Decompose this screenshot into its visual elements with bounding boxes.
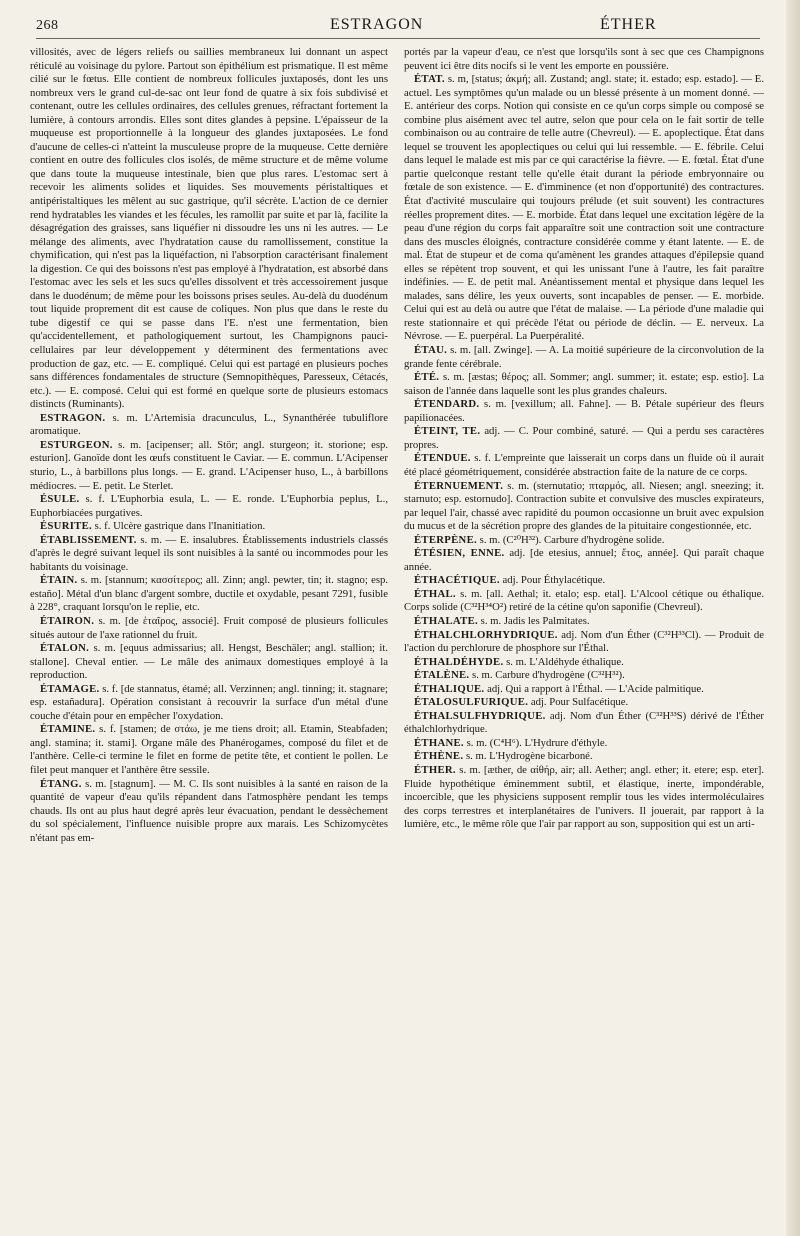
entry-headword: ÉTHALCHLORHYDRIQUE.	[414, 628, 558, 641]
dictionary-entry	[30, 46, 388, 412]
entry-text: s. m. Jadis les Palmitates.	[477, 614, 590, 627]
entry-headword: ÉTERPÈNE.	[414, 533, 477, 546]
dictionary-entry	[404, 73, 764, 344]
running-head-left: ESTRAGON	[330, 16, 424, 33]
page-number: 268	[36, 18, 59, 33]
dictionary-entry	[404, 656, 764, 670]
entry-text: s. m. [æther, de αἰθήρ, air; all. Aether; angl. ether; it. etere; esp. eter]. Fluide hypothétique éminemment subtil, et élastique, inerte, impondérable, incoercible, que les physiciens supposent remplir tous les vides intermoléculaires des corps terrestres et interplanétaires de l'univers. Il jouerait, par rapport à la lumière, etc., le même rôle que l'air par rapport au son, supposition qui est un arti-	[404, 763, 764, 831]
dictionary-entry	[404, 547, 764, 574]
dictionary-entry	[404, 425, 764, 452]
entry-headword: ÉTALOSULFURIQUE.	[414, 696, 529, 709]
entry-text: s. m, [status; ἀκμή; all. Zustand; angl. state; it. estado; esp. estado]. — E. actuel. Les symptômes qu'un malade ou un blessé présente à un moment donné. — E. antérieur des corps. Notion qui consiste en ce qu'un corps simple ou composé se combine plus aisément avec tel autre, selon que pour cela on le fait sortir de telle combinaison ou au contraire de telle autre (Chevreul). — E. apoplectique. État dans lequel se trouvent les apoplectiques ou celui qui lui ressemble. — E. fébrile. Celui dans lequel le malade est mis par ce qui caractérise la fièvre. — E. fœtal. État d'une partie quelconque restant telle qu'elle était durant la période embryonnaire ou fœtale de son existence. — E. d'imminence (et non d'opportunité) des contractures. État d'activité musculaire qui toujours prélude (et suit souvent) les contractures réelles proprement dites. — E. morbide. État dans lequel une excitation légère de la peau d'une région du corps fait apparaître soit une contraction soit une contracture dans des muscles éloignés, contracture considérée comme y étant latente. — E. de mal. État de stupeur et de coma qu'amènent les grandes attaques d'épilepsie quand elles se répètent trop souvent, et qui les unissant l'une à l'autre, les fait paraître indéfinies. — E. de petit mal. Anéantissement mental et physique dans lequel les malades, sans délire, les yeux ouverts, sont incapables de penser. — E. morbide. Celui qui est au delà ou autre que l'état de malaise. — La période d'une maladie qui reste stationnaire et qui précède l'état ou période de déclin. — E. nerveux. La Névrose. — E. puerpéral. La Puerpéralité.	[404, 73, 764, 343]
entry-text: s. m. [vexillum; all. Fahne]. — B. Pétale supérieur des fleurs papilionacées.	[404, 398, 764, 424]
entry-headword: ÉTERNUEMENT.	[414, 479, 504, 492]
entry-headword: ESTRAGON.	[40, 411, 106, 424]
right-column	[404, 46, 764, 832]
entry-headword: ÉSURITE.	[40, 520, 92, 533]
dictionary-entry	[30, 642, 388, 683]
dictionary-entry	[30, 493, 388, 520]
entry-text: s. m. [equus admissarius; all. Hengst, Beschäler; angl. stallion; it. stallone]. Cheval entier. — Le mâle des animaux domestiques employé à la reproduction.	[30, 642, 388, 682]
entry-headword: ÉTABLISSEMENT.	[40, 533, 137, 546]
dictionary-entry	[30, 683, 388, 724]
entry-text: s. m. (C²⁰H³²). Carbure d'hydrogène solide.	[476, 533, 665, 546]
dictionary-entry	[404, 588, 764, 615]
entry-text: s. m. [acipenser; all. Stör; angl. sturgeon; it. storione; esp. esturion]. Ganoïde dont les œufs constituent le Caviar. — E. commun. L'Acipenser sturio, L., à barbillons plus longs. — E. grand. L'Acipenser huso, L., à barbillons médiocres. — E. petit. Le Sterlet.	[30, 438, 388, 492]
dictionary-entry	[404, 371, 764, 398]
entry-headword: ÉTAU.	[414, 344, 448, 357]
entry-headword: ÉTAMINE.	[40, 723, 96, 736]
entry-headword: ÉTÉSIEN, ENNE.	[414, 547, 505, 560]
dictionary-entry	[404, 615, 764, 629]
entry-text: s. m. L'Artemisia dracunculus, L., Synanthérée tubuliflore aromatique.	[30, 411, 388, 438]
entry-text: s. m. [all. Aethal; it. etalo; esp. etal]. L'Alcool cétique ou éthalique. Corps solide (C³²H³⁴O²) retiré de la cétine qu'on saponifie (Chevreul).	[404, 587, 764, 614]
dictionary-entry	[404, 344, 764, 371]
entry-headword: ÉTHACÉTIQUE.	[414, 574, 500, 587]
entry-text: s. m. — E. insalubres. Établissements industriels classés d'après le degré suivant lequel ils sont nuisibles à la santé ou incommodes pour les habitants du voisinage.	[30, 533, 388, 573]
entry-text: s. m. [stannum; κασσίτερος; all. Zinn; angl. pewter, tin; it. stagno; esp. estaño]. Métal d'un blanc d'argent sombre, ductile et oxydable, pesant 7291, fusible à 228°, craquant lorsqu'on le replie, etc.	[30, 574, 388, 614]
entry-text: s. f. L'Euphorbia esula, L. — E. ronde. L'Euphorbia peplus, L., Euphorbiacées purgatives.	[30, 493, 388, 519]
entry-headword: ÉTEINT, TE.	[414, 425, 481, 438]
dictionary-entry	[30, 534, 388, 575]
dictionary-entry	[404, 710, 764, 737]
dictionary-entry	[30, 439, 388, 493]
entry-headword: ÉSULE.	[40, 493, 80, 506]
dictionary-entry	[404, 750, 764, 764]
left-column	[30, 46, 388, 845]
entry-text: adj. [de etesius, annuel; ἔτος, année]. Qui paraît chaque année.	[404, 547, 764, 573]
dictionary-entry	[30, 412, 388, 439]
entry-headword: ÉTALON.	[40, 642, 90, 655]
entry-headword: ÉTHALSULFHYDRIQUE.	[414, 709, 546, 722]
entry-headword: ÉTÉ.	[414, 371, 440, 384]
dictionary-entry	[30, 723, 388, 777]
dictionary-entry	[404, 696, 764, 710]
dictionary-entry	[404, 669, 764, 683]
dictionary-entry	[404, 46, 764, 73]
entry-headword: ÉTHALDÉHYDE.	[414, 655, 504, 668]
entry-headword: ÉTANG.	[40, 777, 82, 790]
entry-headword: ÉTHANE.	[414, 736, 464, 749]
entry-text: s. f. Ulcère gastrique dans l'Inanitiation.	[92, 520, 266, 533]
entry-text: s. f. L'empreinte que laisserait un corps dans un fluide où il aurait été placé géométriquement, considérée abstraction faite de la nature de ce corps.	[404, 452, 764, 478]
page-edge-shadow	[786, 0, 800, 1236]
dictionary-entry	[30, 615, 388, 642]
entry-text: adj. Pour Sulfacétique.	[528, 696, 629, 709]
entry-headword: ÉTAIRON.	[40, 614, 95, 627]
entry-headword: ÉTENDARD.	[414, 398, 480, 411]
entry-headword: ESTURGEON.	[40, 438, 113, 451]
entry-text: adj. Nom d'un Éther (C³²H³³S) dérivé de l'Éther éthalchlorhydrique.	[404, 709, 764, 736]
entry-headword: ÉTHALATE.	[414, 614, 478, 627]
entry-text: adj. — C. Pour combiné, saturé. — Qui a perdu ses caractères propres.	[404, 425, 764, 451]
entry-headword: ÉTAMAGE.	[40, 682, 100, 695]
entry-text: adj. Qui a rapport à l'Éthal. — L'Acide palmitique.	[484, 682, 704, 695]
running-head-right: ÉTHER	[600, 16, 657, 33]
entry-text: s. f. [de stannatus, étamé; all. Verzinnen; angl. tinning; it. stagnare; esp. estañadura]. Opération consistant à recouvrir la surface d'un métal d'une couche d'étain pour en empêcher l'oxydation.	[30, 682, 388, 722]
entry-text: s. m. L'Aldéhyde éthalique.	[503, 655, 624, 668]
entry-headword: ÉTALÈNE.	[414, 669, 470, 682]
header-rule	[36, 38, 760, 39]
dictionary-entry	[404, 629, 764, 656]
entry-headword: ÉTENDUE.	[414, 452, 471, 465]
dictionary-entry	[404, 480, 764, 534]
entry-headword: ÉTHAL.	[414, 587, 456, 600]
entry-headword: ÉTAIN.	[40, 574, 78, 587]
dictionary-entry	[404, 398, 764, 425]
dictionary-entry	[404, 764, 764, 832]
entry-headword: ÉTHER.	[414, 763, 456, 776]
dictionary-entry	[30, 520, 388, 534]
entry-headword: ÉTAT.	[414, 73, 445, 86]
dictionary-entry	[404, 574, 764, 588]
dictionary-entry	[30, 574, 388, 615]
entry-text: s. m. [all. Zwinge]. — A. La moitié supérieure de la circonvolution de la grande fente cérébrale.	[404, 344, 764, 370]
entry-text: s. f. [stamen; de στάω, je me tiens droit; all. Etamin, Steabfaden; angl. stamina; it. stami]. Organe mâle des Phanérogames, composé du filet et de l'anthère. Celle-ci termine le filet en forme de petite tête, et contient le pollen. Le filet peut manquer et l'anthère être sessile.	[30, 723, 388, 776]
entry-text: s. m. (C⁴H⁶). L'Hydrure d'éthyle.	[463, 736, 608, 749]
dictionary-entry	[404, 534, 764, 548]
entry-text: portés par la vapeur d'eau, ce n'est que lorsqu'ils sont à sec que ces Champignons peuvent ici être dits nocifs si le vent les emporte en poussière.	[404, 46, 764, 72]
entry-text: adj. Pour Éthylacétique.	[499, 574, 606, 587]
entry-text: s. m. [æstas; θέρος; all. Sommer; angl. summer; it. estate; esp. estio]. La saison de l'année dans laquelle sont les plus grandes chaleurs.	[404, 371, 764, 397]
dictionary-entry	[404, 452, 764, 479]
entry-text: adj. Nom d'un Éther (C³²H³³Cl). — Produit de l'action du perchlorure de phosphore sur l'Éthal.	[404, 628, 764, 655]
entry-text: s. m. [de ἑταῖρος, associé]. Fruit composé de plusieurs follicules situés autour de l'axe rationnel du fruit.	[30, 614, 388, 641]
dictionary-entry	[30, 778, 388, 846]
dictionary-entry	[404, 683, 764, 697]
entry-text: s. m. [stagnum]. — M. C. Ils sont nuisibles à la santé en raison de la quantité de vapeur d'eau qu'ils répandent dans l'atmosphère pendant les temps chauds. Ils ont au plus haut degré après leur évacuation, pendant le dessèchement du sol spécialement, l'influence nuisible propre aux marais. Les Schizomycètes n'étant pas em-	[30, 777, 388, 844]
entry-text: villosités, avec de légers reliefs ou saillies membraneux lui donnant un aspect réticulé au voisinage du pylore. Partout son épithélium est prismatique. Il est même cilié sur le fœtus. Elle contient de nombreux follicules juxtaposés, dont les uns nombreux vers le grand cul-de-sac ont leur fond de quatre à six fois subdivisé et contenant, outre les cellules ordinaires, des cellules grenues, réfractant fortement la lumière, à contours arrondis. Elles sont dites glandes à pepsine. L'épaisseur de la muqueuse est proportionnelle à la longueur des glandes juxtaposées. Le fond d'aucune de celles-ci n'atteint la musculeuse propre de la muqueuse. Cette dernière contient en outre des follicules clos isolés, de même structure et de même volume que dans toute la muqueuse intestinale, bien que plus rares. L'estomac sert à recevoir les aliments solides et liquides. Ses mouvements péristaltiques et antipéristaltiques les mêlent au suc gastrique, qu'il sécrète. L'action de ce dernier rend hydratables les viandes et les fécules, les ramollit par suite et par là, facilite la désagrégation des graisses, sans liquéfier ni dissoudre les uns ni les autres. — Le mélange des aliments, avec l'hydratation cause du ramollissement, constitue la chymification, qui n'est pas la liquéfaction, ni l'absorption caractérisant finalement la digestion. Ce qui des boissons n'est pas employé à l'hydratation, est absorbé dans l'estomac avec les sels et les sucs qu'elles dissolvent et très accessoirement jusque dans le duodénum; de même pour les boissons prises seules. Au-delà du duodénum tout liquide proprement dit est cause de coliques. Non plus que dans le reste du tube digestif ce qui se passe dans l'E. n'est une fermentation, bien qu'accidentellement, et pathologiquement surtout, les Champignons pauci-cellulaires par leur développement y déterminent des fermentations avec production de gaz, etc. — E. compliqué. Celui qui est partagé en plusieurs poches sans différences fondamentales de structure (Semnopithèques, Paresseux, Cétacés, etc.). — E. composé. Celui qui est formé en quelque sorte de plusieurs estomacs distincts (Ruminants).	[30, 46, 388, 411]
entry-headword: ÉTHÈNE.	[414, 750, 464, 763]
dictionary-entry	[404, 737, 764, 751]
entry-headword: ÉTHALIQUE.	[414, 682, 485, 695]
entry-text: s. m. L'Hydrogène bicarboné.	[463, 750, 593, 763]
entry-text: s. m. (sternutatio; πταρμός, all. Niesen; angl. sneezing; it. starnuto; esp. estornudo]. Contraction subite et convulsive des muscles expirateurs, par lequel l'air, chassé avec rapidité du poumon occasionne un bruit avec expulsion du mucus et de la sécrétion propre des glandes de la pituitaire congestionnée, etc.	[404, 479, 764, 533]
entry-text: s. m. Carbure d'hydrogène (C³²H³²).	[469, 669, 625, 682]
